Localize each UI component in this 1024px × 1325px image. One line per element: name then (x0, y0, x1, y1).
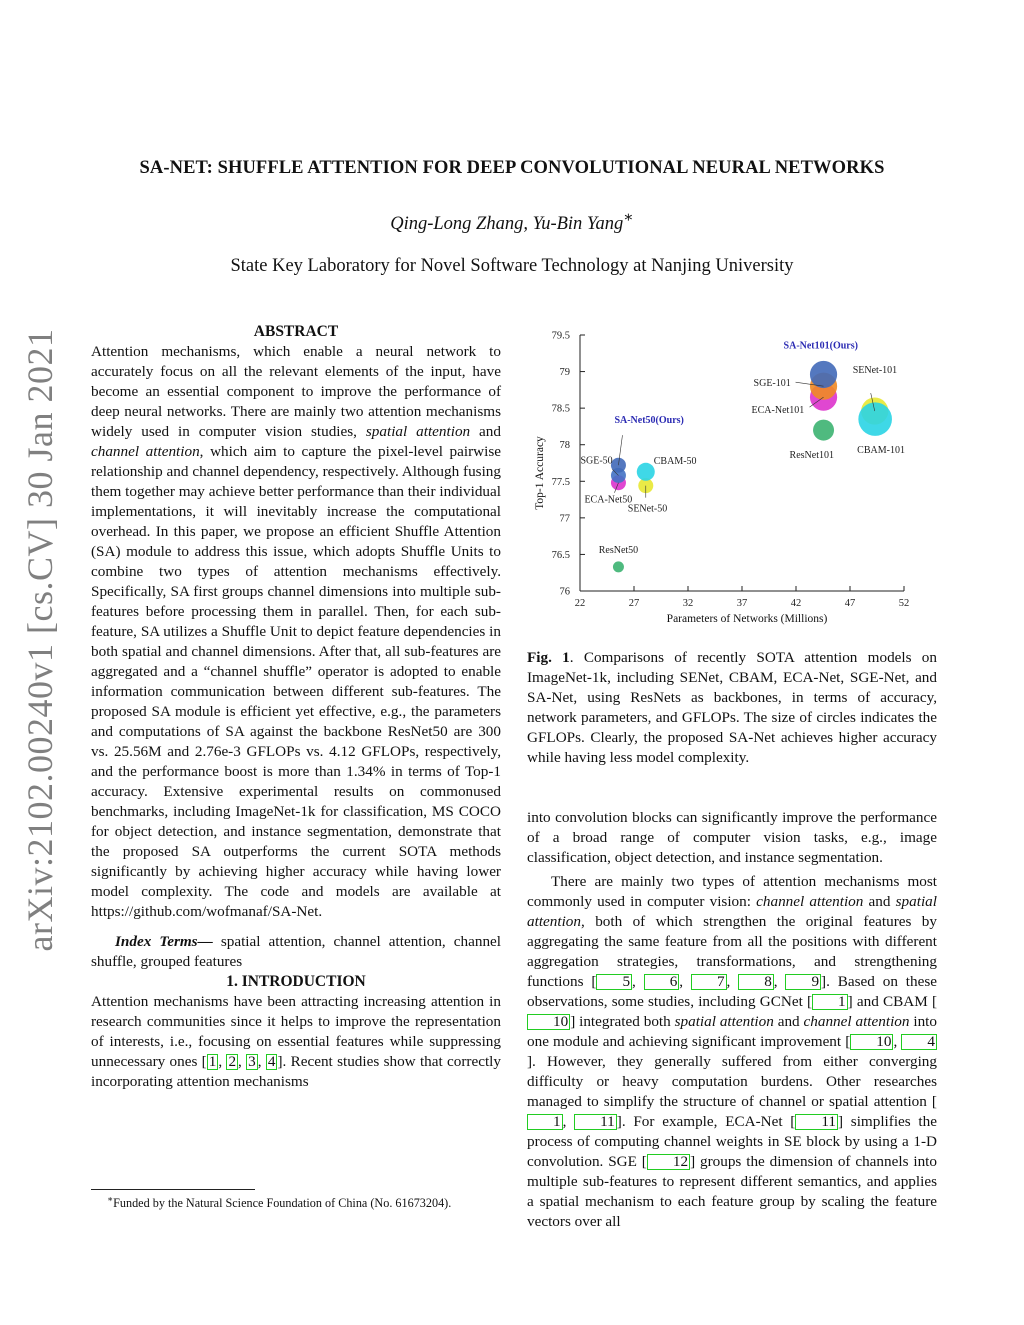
point-label: ResNet50 (598, 544, 639, 556)
citation-link[interactable]: 11 (574, 1114, 617, 1130)
y-tick-label: 78.5 (551, 403, 570, 415)
citation-link[interactable]: 8 (738, 974, 774, 990)
point-label: SENet-101 (852, 365, 898, 377)
x-axis-label: Parameters of Networks (Millions) (666, 613, 828, 625)
citation-link[interactable]: 4 (267, 1053, 276, 1070)
intro-r-em-channel: channel attention (756, 893, 864, 910)
x-tick-label: 37 (736, 598, 748, 609)
affiliation: State Key Laboratory for Novel Software Technology at Nanjing University (230, 256, 794, 276)
y-tick-label: 76 (559, 586, 570, 598)
intro-r-em-channel-2: channel attention (803, 1013, 910, 1030)
citation-link[interactable]: 1 (812, 994, 848, 1010)
citation-link[interactable]: 2 (228, 1053, 237, 1070)
intro-r-text-l: ] groups the dimension of channels into multiple sub-features to represent different semantics, and applies a spatial mechanism to each feature group by scaling the feature vectors over all (527, 1153, 937, 1230)
left-column (91, 322, 501, 1092)
point-label: SA-Net50(Ours) (614, 415, 684, 427)
citation-link[interactable]: 7 (691, 974, 727, 990)
intro-continued: into convolution blocks can significantly improve the performance of a broad range of computer vision tasks, e.g., image classification, object detection, and instance segmentation. (527, 809, 937, 866)
point-label: CBAM-101 (857, 445, 905, 457)
point-label: SENet-50 (627, 503, 668, 515)
citation-link[interactable]: 9 (785, 974, 821, 990)
intro-r-text-j: ]. For example, ECA-Net [ (616, 1113, 796, 1130)
intro-r-text-a: There are mainly two types of attention mechanisms most commonly used in computer vision: (527, 873, 937, 910)
scatter-plot (527, 322, 947, 632)
arxiv-sidebar (20, 328, 60, 952)
paper-title: SA-NET: SHUFFLE ATTENTION FOR DEEP CONVOLUTIONAL NEURAL NETWORKS (139, 158, 885, 178)
author-names: Qing-Long Zhang, Yu-Bin Yang (390, 214, 624, 235)
point-label: SGE-101 (753, 378, 791, 390)
intro-heading: 1. INTRODUCTION (226, 973, 366, 990)
point-label: ResNet101 (789, 450, 834, 462)
abstract-heading: ABSTRACT (253, 323, 339, 340)
x-tick-label: 32 (682, 598, 694, 609)
intro-text-1: Attention mechanisms have been attracting increasing attention in research communities since it helps to improve the representation of interests, i.e., focusing on essential features while suppressing unnecessary ones [ (91, 993, 501, 1070)
intro-r-em-spatial-2: spatial attention (674, 1013, 774, 1030)
citation-link[interactable]: 4 (901, 1034, 937, 1050)
abstract-text-1: Attention mechanisms, which enable a neural network to accurately focus on all the relevant elements of the input, have become an essential component to improve the performance of deep neural networks. There are mainly two attention mechanisms widely used in computer vision studies, (91, 343, 501, 440)
citation-link[interactable]: 1 (527, 1114, 563, 1130)
citation-link[interactable]: 5 (596, 974, 632, 990)
intro-r-em-spatial: spatial attention (527, 893, 937, 930)
footnote-text: Funded by the Natural Science Foundation of China (No. 61673204). (113, 1196, 452, 1211)
x-tick-label: 22 (574, 598, 586, 609)
x-tick-label: 42 (790, 598, 802, 609)
caption-label: Fig. 1 (527, 649, 570, 666)
point-label: ECA-Net50 (584, 494, 633, 506)
intro-r-text-k: ] simplifies the process of computing channel weights in SE block by using a 1-D convolution. SGE [ (527, 1113, 937, 1170)
point-label: SGE-50 (580, 455, 613, 467)
figure-1-chart (527, 322, 947, 632)
intro-r-text-c: , both of which strengthen the original features by aggregating the same feature from all the positions with different aggregation strategies, transformations, and strengthening functions [ (527, 913, 937, 990)
point-label: ECA-Net101 (751, 405, 805, 417)
x-tick-label: 27 (628, 598, 640, 609)
data-point (810, 361, 837, 388)
citation-link[interactable]: 10 (850, 1034, 893, 1050)
intro-paragraph-1: Attention mechanisms have been attracting increasing attention in research communities since it helps to improve the representation of interests, i.e., focusing on essential features while suppressing unnecessary ones [ 1 , 2 , 3 , 4 ]. Recent studies show that correctly incorporating attention mechanisms (91, 993, 501, 1090)
citation-link[interactable]: 11 (795, 1114, 838, 1130)
intro-r-text-d: ]. Based on these observations, some studies, including GCNet [ (527, 973, 937, 1010)
x-tick-label: 52 (898, 598, 910, 609)
abstract-em-spatial: spatial attention (365, 423, 471, 440)
index-terms-label: Index Terms— (115, 933, 213, 950)
y-tick-label: 77.5 (551, 476, 570, 488)
y-tick-label: 78 (559, 440, 570, 452)
abstract-text-3: , which aim to capture the pixel-level pairwise relationship and channel dependency, respectively. Although fusing them together may achieve better performance than their individual implementations, it will inevitably increase the computational overhead. In this paper, we propose an efficient Shuffle Attention (SA) module to address this issue, which adopts Shuffle Units to combine two types of attention mechanisms effectively. Specifically, SA first groups channel dimensions into multiple sub-features before processing them in parallel. Then, for each sub-feature, SA utilizes a Shuffle Unit to depict feature dependencies in both spatial and channel dimensions. After that, all sub-features are aggregated and a “channel shuffle” operator is adopted to enable information communication between different sub-features. The proposed SA module is efficient yet effective, e.g., the parameters and computations of SA against the backbone ResNet50 are 300 vs. 25.56M and 2.76e-3 GFLOPs vs. 4.12 GFLOPs, respectively, and the performance boost is more than 1.34% in terms of Top-1 accuracy. Extensive experimental results on commonused benchmarks, including ImageNet-1k for classification, MS COCO for object detection, and instance segmentation, demonstrate that the proposed SA outperforms the current SOTA methods significantly by achieving higher accuracy while having lower model complexity. The code and models are available at https://github.com/wofmanaf/SA-Net. (91, 443, 501, 920)
intro-r-text-f: ] integrated both (570, 1013, 675, 1030)
citation-link[interactable]: 12 (647, 1154, 690, 1170)
abstract-body (91, 342, 501, 922)
point-label: CBAM-50 (653, 455, 697, 467)
citation-link[interactable]: 6 (644, 974, 680, 990)
author-footnote-mark: ∗ (623, 209, 634, 226)
y-tick-label: 79 (559, 367, 570, 379)
intro-r-text-g: and (773, 1013, 804, 1030)
x-tick-label: 47 (844, 598, 856, 609)
intro-r-text-i: ]. However, they generally suffered from either converging difficulty or heavy computation burdens. Other researches managed to simplify the structure of channel or spatial attention [ (527, 1053, 937, 1110)
right-column (527, 808, 937, 1232)
intro-r-text-b: and (863, 893, 896, 910)
abstract-em-channel: channel attention (91, 443, 200, 460)
arxiv-id: arXiv:2102.00240v1 [cs.CV] 30 Jan 2021 (20, 328, 60, 952)
index-terms (91, 932, 501, 972)
data-point (858, 402, 892, 436)
figure-caption (527, 648, 937, 768)
data-point (613, 561, 624, 572)
data-point (813, 420, 834, 441)
caption-text: . Comparisons of recently SOTA attention models on ImageNet-1k, including SENet, CBAM, ECA-Net, SGE-Net, and SA-Net, using ResNets as backbones, in terms of accuracy, network parameters, and GFLOPs. The size of circles indicates the GFLOPs. Clearly, the proposed SA-Net achieves higher accuracy while having less model complexity. (527, 649, 937, 766)
citation-link[interactable]: 1 (208, 1053, 217, 1070)
paper-authors (0, 208, 1024, 235)
point-label: SA-Net101(Ours) (783, 340, 858, 352)
index-terms-text: spatial attention, channel attention, channel shuffle, grouped features (91, 933, 501, 970)
y-tick-label: 79.5 (551, 330, 570, 342)
intro-text-2: ]. Recent studies show that correctly incorporating attention mechanisms (91, 1053, 501, 1090)
intro-r-text-h: into one module and achieving significant improvement [ (527, 1013, 937, 1050)
footnote (91, 1194, 511, 1211)
intro-paragraph-2: There are mainly two types of attention mechanisms most commonly used in computer vision: channel attention and spatial attention, both of which strengthen the original features by aggregating the same feature from all the positions with different aggregation strategies, transformations, and strengthening functions [ 5 , 6 , 7 , 8 , 9 ]. Based on these observations, some studies, including GCNet [ 1 ] and CBAM [10 ] integrated both spatial attention and channel attention into one module and achieving significant improvement [ 10 , 4]. However, they generally suffered from either converging difficulty or heavy computation burdens. Other researches managed to simplify the structure of channel or spatial attention [1 , 11 ]. For example, ECA-Net [ 11 ] simplifies the process of computing channel weights in SE block by using a 1-D convolution. SGE [ 12 ] groups the dimension of channels into multiple sub-features to represent different semantics, and applies a spatial mechanism to each feature group by scaling the feature vectors over all (527, 873, 938, 1230)
citation-link[interactable]: 3 (248, 1053, 256, 1070)
y-tick-label: 77 (559, 513, 570, 525)
citation-link[interactable]: 10 (527, 1014, 570, 1030)
abstract-text-2: and (470, 423, 501, 440)
data-point (637, 463, 655, 481)
footnote-mark: ∗ (107, 1194, 114, 1204)
footnote-divider (91, 1189, 255, 1190)
intro-r-text-e: ] and CBAM [ (847, 993, 938, 1010)
y-tick-label: 76.5 (551, 549, 570, 561)
y-axis-label: Top-1 Accuracy (534, 436, 546, 510)
